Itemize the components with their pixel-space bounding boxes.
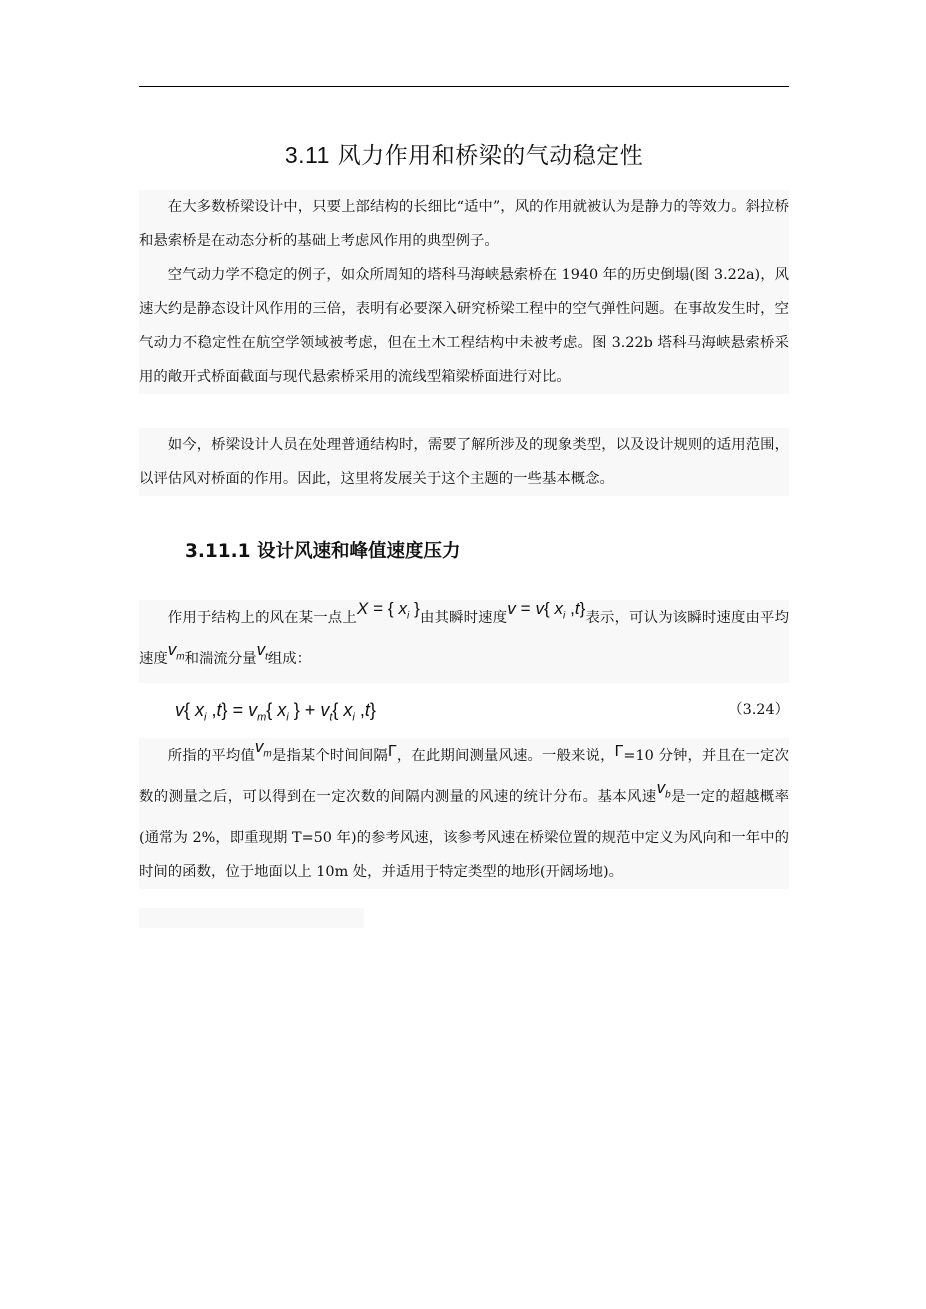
title-text: 风力作用和桥梁的气动稳定性 (337, 143, 644, 169)
paragraph-1: 在大多数桥梁设计中，只要上部结构的长细比“适中”，风的作用就被认为是静力的等效力。斜拉桥和悬索桥是在动态分析的基础上考虑风作用的典型例子。 (139, 190, 789, 258)
header-rule (139, 86, 789, 87)
math-vb: $v_b$ (656, 778, 671, 801)
p4-text-3: 表示，可认为该瞬时速度由平均速度 (139, 610, 789, 668)
p5-text-1: 所指的平均值 (167, 748, 255, 764)
paragraph-2: 空气动力学不稳定的例子，如众所周知的塔科马海峡悬索桥在 1940 年的历史倒塌(图 3.22a)，风速大约是静态设计风作用的三倍，表明有必要深入研究桥梁工程中的空气弹性问题。在事故发生时，空气动力不稳定性在航空学领域被考虑，但在土木工程结构中未被考虑。图 3.22b 塔科马海峡悬索桥采用的敞开式桥面截面与现代悬索桥采用的流线型箱梁桥面进行对比。 (139, 258, 789, 394)
section-heading (185, 538, 461, 566)
p4-text-4: 和湍流分量 (184, 651, 257, 668)
paragraph-1-block (139, 190, 789, 258)
paragraph-3-block (139, 428, 789, 496)
math-velocity: v = v{ $x_i$ ,t} (507, 599, 586, 622)
math-point-x: X = { $x_i$ } (356, 599, 420, 622)
math-gamma: Γ (387, 743, 397, 760)
p5-text-5: 是一定的超越概率(通常为 2%，即重现期 T=50 年)的参考风速，该参考风速在桥梁位置的规范中定义为风向和一年中的时间的函数，位于地面以上 10m 处，并适用于特定类型的地形(开阔场地)。 (139, 789, 789, 880)
math-vm-2: $v_m$ (254, 737, 272, 760)
paragraph-2-block (139, 258, 789, 394)
trailing-shade (139, 908, 364, 928)
p5-text-3: ，在此期间测量风速。一般来说， (396, 748, 615, 764)
p4-text-5: 组成： (267, 651, 312, 668)
paragraph-5-block (139, 738, 789, 889)
paragraph-5 (139, 738, 789, 889)
math-gamma-2: Γ (614, 743, 624, 760)
page-title (139, 139, 789, 172)
p5-text-4: =10 分钟，并且在一定次数的测量之后，可以得到在一定次数的间隔内测量的风速的统计分布。基本风速 (139, 748, 789, 806)
paragraph-4 (139, 600, 789, 683)
paragraph-4-block (139, 600, 789, 683)
p4-text-2: 由其瞬时速度 (419, 610, 508, 626)
p4-text-1: 作用于结构上的风在某一点上 (167, 610, 357, 626)
section-text: 设计风速和峰值速度压力 (257, 541, 461, 562)
math-vt: $v_t$ (256, 640, 268, 663)
title-number: 3.11 (284, 142, 330, 168)
equation-3-24: v{ $x_i$ $,t\} = v_m${ $x_i$ } + $v_t${ $x_i$ ,t} (175, 700, 376, 724)
math-vm: $v_m$ (167, 640, 185, 663)
p5-text-2: 是指某个时间间隔 (271, 748, 388, 764)
paragraph-3: 如今，桥梁设计人员在处理普通结构时，需要了解所涉及的现象类型，以及设计规则的适用范围，以评估风对桥面的作用。因此，这里将发展关于这个主题的一些基本概念。 (139, 428, 789, 496)
equation-row (139, 694, 789, 726)
section-number: 3.11.1 (185, 541, 251, 562)
equation-number: （3.24） (728, 702, 789, 718)
